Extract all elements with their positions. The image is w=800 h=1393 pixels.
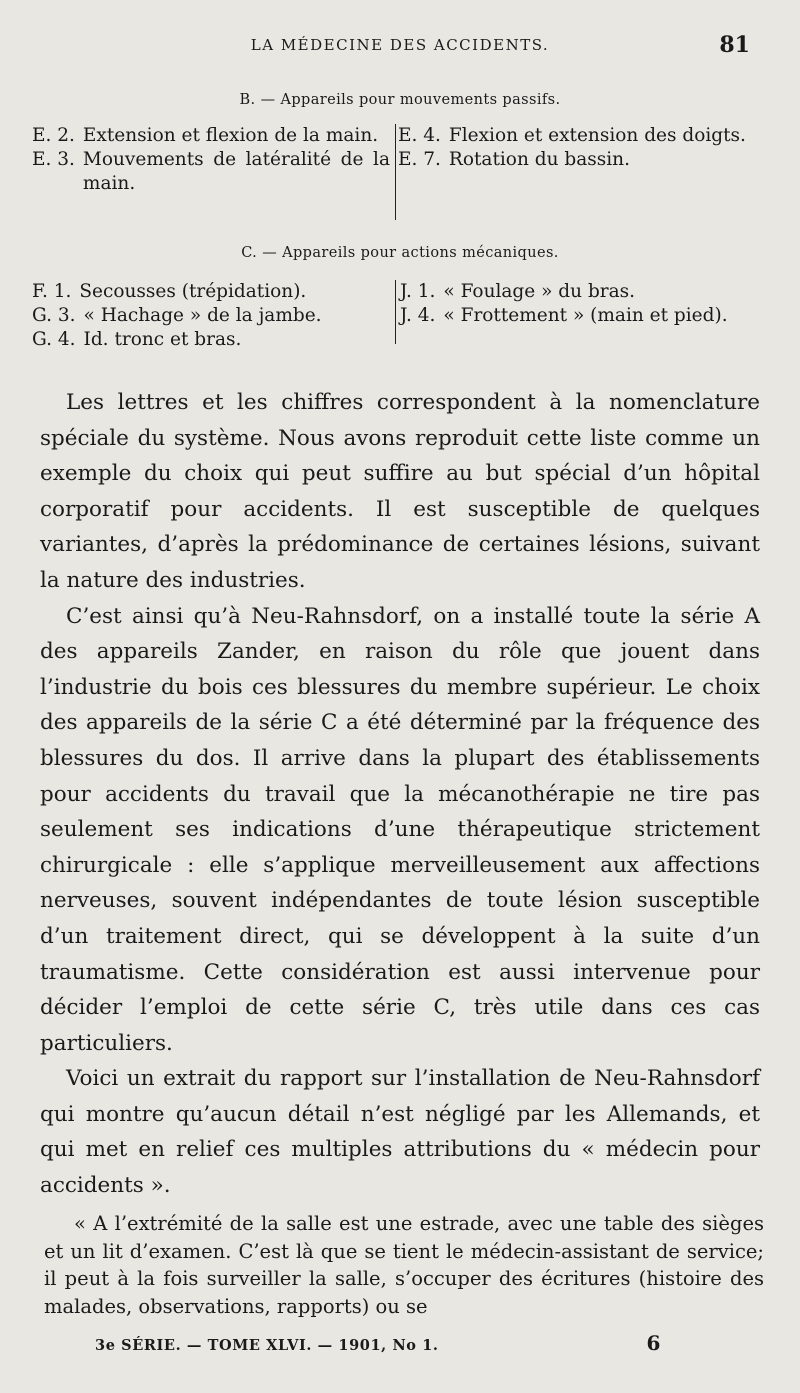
apparatus-description: Flexion et extension des doigts. [448,125,746,146]
running-title: LA MÉDECINE DES ACCIDENTS. [250,36,550,54]
apparatus-description: Rotation du bassin. [448,149,630,170]
apparatus-description: Extension et flexion de la main. [82,125,379,146]
apparatus-description: Secousses (trépidation). [79,281,307,302]
paragraph: Les lettres et les chiffres correspondent à la nomenclature spéciale du système. Nous avons reproduit cette liste comme un exemple du choix qui peut suffire au but spécial d’un hôpital corporatif pour accidents. Il est susceptible de quelques variantes, d’après la prédominance de certaines lésions, suivant la nature des industries. [40,390,760,593]
section-c-right-column [400,280,764,328]
printer-signature-line [95,1333,695,1359]
quote-text: « A l’extrémité de la salle est une estrade, avec une table des sièges et un lit d’examen. C’est là que se tient le médecin-assistant de service; il peut à la fois surveiller la salle, s’occuper des écritures (histoire des malades, observations, rapports) ou se [44,1212,764,1318]
apparatus-description: Mouvements de latéralité de la main. [82,149,390,194]
list-item [400,280,764,304]
series-volume-info: 3e SÉRIE. — TOME XLVI. — 1901, No 1. [95,1337,439,1354]
list-item [398,124,762,148]
apparatus-code: E. 3. [32,149,75,170]
apparatus-description: « Hachage » de la jambe. [83,305,322,326]
apparatus-code: G. 3. [32,305,76,326]
column-divider [395,280,396,344]
section-b-list [32,124,762,222]
report-quote [44,1210,764,1320]
apparatus-code: E. 4. [398,125,441,146]
section-b-left-column [32,124,390,196]
body-text [40,385,760,1204]
apparatus-code: E. 2. [32,125,75,146]
apparatus-code: F. 1. [32,281,72,302]
section-c-heading: C. — Appareils pour actions mécaniques. [241,245,559,261]
paragraph: Voici un extrait du rapport sur l’installation de Neu-Rahnsdorf qui montre qu’aucun détail n’est négligé par les Allemands, et qui met en relief ces multiples attributions du « médecin pour accidents ». [40,1066,760,1199]
page-number: 81 [719,32,750,58]
apparatus-code: J. 1. [400,281,436,302]
signature-number: 6 [646,1331,661,1355]
list-item [32,328,390,352]
list-item [32,124,390,148]
paragraph: C’est ainsi qu’à Neu-Rahnsdorf, on a installé toute la série A des appareils Zander, en raison du rôle que jouent dans l’industrie du bois ces blessures du membre supérieur. Le choix des appareils de la série C a été déterminé par la fréquence des blessures du dos. Il arrive dans la plupart des établissements pour accidents du travail que la mécanothérapie ne tire pas seulement ses indications d’une thérapeutique strictement chirurgicale : elle s’applique merveilleusement aux affections nerveuses, souvent indépendantes de toute lésion susceptible d’un traitement direct, qui se développent à la suite d’un traumatisme. Cette considération est aussi intervenue pour décider l’emploi de cette série C, très utile dans ces cas particuliers. [40,603,760,1056]
apparatus-code: G. 4. [32,329,76,350]
list-item [398,148,762,172]
apparatus-description: « Frottement » (main et pied). [443,305,728,326]
apparatus-code: J. 4. [400,305,436,326]
list-item [400,304,764,328]
section-b-right-column [398,124,762,172]
running-head [40,34,760,60]
list-item [32,148,390,196]
apparatus-description: Id. tronc et bras. [83,329,242,350]
section-c-list [32,280,762,350]
apparatus-description: « Foulage » du bras. [443,281,636,302]
column-divider [395,124,396,220]
apparatus-code: E. 7. [398,149,441,170]
section-b-heading: B. — Appareils pour mouvements passifs. [239,92,561,108]
section-c-left-column [32,280,390,352]
list-item [32,280,390,304]
list-item [32,304,390,328]
